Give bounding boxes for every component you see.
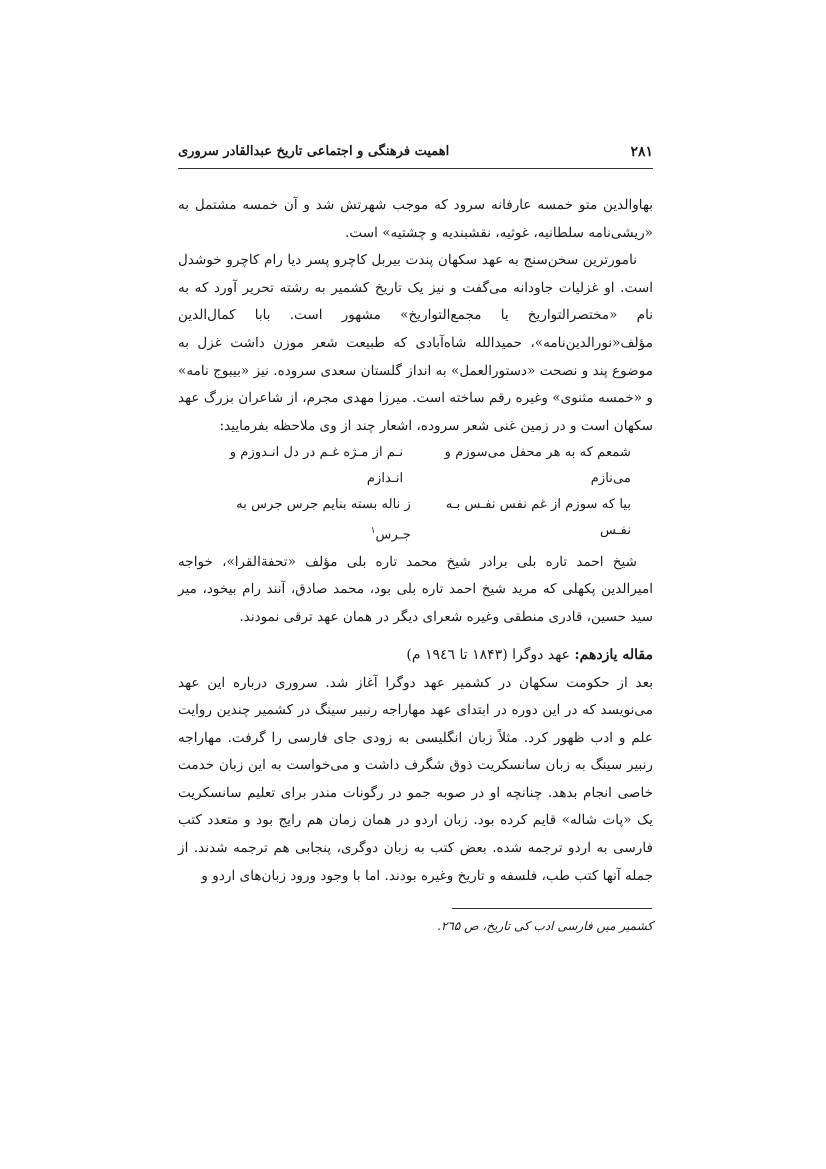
paragraph-bahauddin: بهاوالدین متو خمسه عارفانه سرود که موجب شهرتش شد و آن خمسه مشتمل به «ریشی‌نامه سلطانیه، غوثیه، نقشبندیه و چشتیه» است. — [178, 197, 653, 241]
paragraph-dogra-era: بعد از حکومت سکهان در کشمیر عهد دوگرا آغاز شد. سروری درباره این عهد می‌نویسد که در این دوره در ابتدای عهد مهاراجه رنبیر سینگ در کشمیر چندین روایت علم و ادب ظهور کرد. مثلاً زبان انگلیسی به زودی جای فارسی را گرفت. مهاراجه رنبیر سینگ به زبان سانسکریت ذوق شگرف داشت و می‌خواست به این زبان خدمت خاصی انجام بدهد. چنانچه او در صوبه جمو در رگونات مندر برای تعلیم سانسکریت یک «پات شاله» قایم کرده بود. زبان اردو در همان زمان هم رایج بود و متعدد کتب فارسی به اردو ترجمه شده. بعض کتب به زبان دوگری، پنجابی هم ترجمه شدند. از جمله آنها کتب طب، فلسفه و تاریخ وغیره بودند. اما با وجود ورود زبان‌های اردو و — [178, 674, 653, 884]
section-label: مقاله یازدهم: — [574, 646, 653, 663]
verse-2-left-hemistich-wrap — [192, 492, 411, 548]
page-number: ۲۸۱ — [630, 144, 653, 160]
verse-line-2 — [178, 492, 653, 548]
paragraph-poets: نامورترین سخن‌سنج به عهد سکهان پندت بیربل کاچرو پسر دیا رام کاچرو خوشدل است. او غزلیات جاودانه می‌گفت و نیز یک تاریخ کشمیر به رشته تحریر آورد که به نام «مختصرالتواریخ یا مجمع‌التواریخ» مشهور است. بابا کمال‌الدین مؤلف«نورالدین‌نامه»، حمیدالله شاه‌آبادی که طبیعت شعر موزن داشت غزل به موضوع پند و نصحت «دستورالعمل» به انداز گلستان سعدی سروده. نیز «بیبوج نامه» و «خمسه مثنوی» وغیره رقم ساخته است. میرزا مهدی مجرم، از شاعران بزرگ عهد سکهان است و در زمین غنی شعر سروده، اشعار چند از وی ملاحظه بفرمایید: — [178, 252, 653, 434]
body-text — [178, 192, 653, 890]
verse-line-1 — [178, 440, 653, 492]
footnote-marker: ۱ — [370, 526, 376, 537]
verse-2-right-hemistich: بیا که سوزم از غم نفس نفـس بـه نفـس — [445, 497, 631, 539]
header-divider — [178, 168, 653, 169]
verse-1-left-hemistich: نـم از مـژه غـم در دل انـدوزم و انـدازم — [229, 445, 404, 487]
footnote: کشمیر میں فارسی ادب کی تاریخ، ص ۲٦۵. — [437, 919, 653, 933]
paragraph-other-poets: شیخ احمد تاره بلی برادر شیخ محمد تاره بلی مؤلف «تحفة‌القرا»، خواجه امیرالدین پکهلی که مرید شیخ احمد تاره بلی بود، محمد صادق، آنند رام بیخود، میر سید حسین، قادری منطقی وغیره شعرای دیگر در همان عهد ترقی نمودند. — [178, 553, 653, 625]
running-title: اهمیت فرهنگی و اجتماعی تاریخ عبدالقادر سروری — [178, 144, 450, 159]
section-title: عهد دوگرا (۱۸۴۳ تا ۱۹٤٦ م) — [406, 646, 571, 663]
section-heading — [178, 640, 653, 670]
page-header — [178, 144, 653, 166]
footnote-divider — [452, 908, 652, 909]
verse-1-right-hemistich: شمعم که به هر محفل می‌سوزم و می‌نازم — [444, 445, 631, 487]
verse-2-left-hemistich: ز ناله بسته بنایم جرس جرس به جـرس — [236, 497, 411, 543]
